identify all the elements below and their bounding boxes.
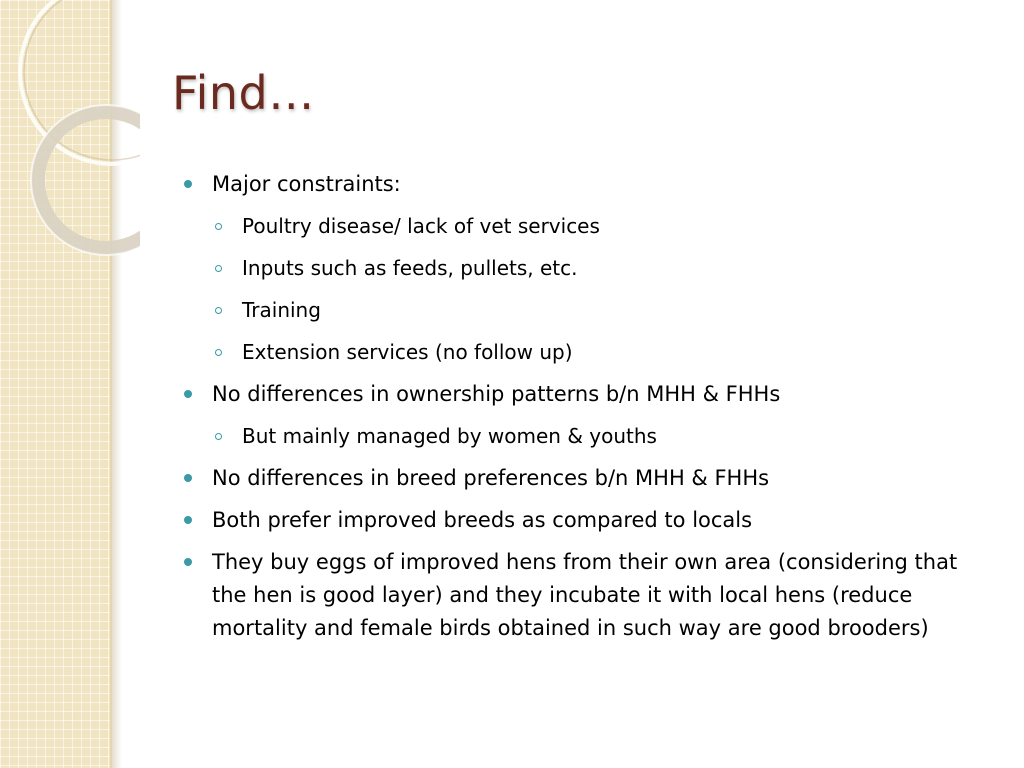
decorative-ring-small: [38, 112, 140, 248]
bullet-ring-icon: [215, 349, 222, 356]
list-subitem: [184, 294, 984, 327]
list-item: [184, 504, 984, 537]
bullet-ring-icon: [215, 433, 222, 440]
bullet-dot-icon: [184, 474, 192, 482]
bullet-list: [184, 168, 984, 654]
bullet-dot-icon: [184, 558, 192, 566]
list-subitem-text: Poultry disease/ lack of vet services: [242, 214, 600, 238]
bullet-dot-icon: [184, 390, 192, 398]
list-item-text: No differences in breed preferences b/n MHH & FHHs: [212, 466, 770, 490]
list-item: [184, 462, 984, 495]
list-item-text: They buy eggs of improved hens from their own area (considering that the hen is good layer) and they incubate it with local hens (reduce mortality and female birds obtained in such way are good brooders): [212, 550, 958, 640]
slide-title: Find…: [172, 66, 315, 120]
list-item-text: Major constraints:: [212, 172, 401, 196]
list-subitem: [184, 420, 984, 453]
list-subitem-text: Extension services (no follow up): [242, 340, 573, 364]
bullet-ring-icon: [215, 265, 222, 272]
bullet-dot-icon: [184, 180, 192, 188]
list-subitem-text: Inputs such as feeds, pullets, etc.: [242, 256, 578, 280]
decorative-circles: [0, 0, 140, 260]
list-subitem: [184, 210, 984, 243]
list-item: [184, 378, 984, 411]
list-subitem: [184, 252, 984, 285]
list-item: [184, 546, 984, 645]
list-item-text: No differences in ownership patterns b/n MHH & FHHs: [212, 382, 781, 406]
list-item-text: Both prefer improved breeds as compared to locals: [212, 508, 753, 532]
list-subitem-text: But mainly managed by women & youths: [242, 424, 657, 448]
list-subitem: [184, 336, 984, 369]
bullet-dot-icon: [184, 516, 192, 524]
list-subitem-text: Training: [242, 298, 321, 322]
bullet-ring-icon: [215, 223, 222, 230]
list-item: [184, 168, 984, 201]
decorative-ring-small-highlight: [31, 105, 140, 255]
bullet-ring-icon: [215, 307, 222, 314]
decorative-ring-large-shade: [24, 0, 140, 160]
